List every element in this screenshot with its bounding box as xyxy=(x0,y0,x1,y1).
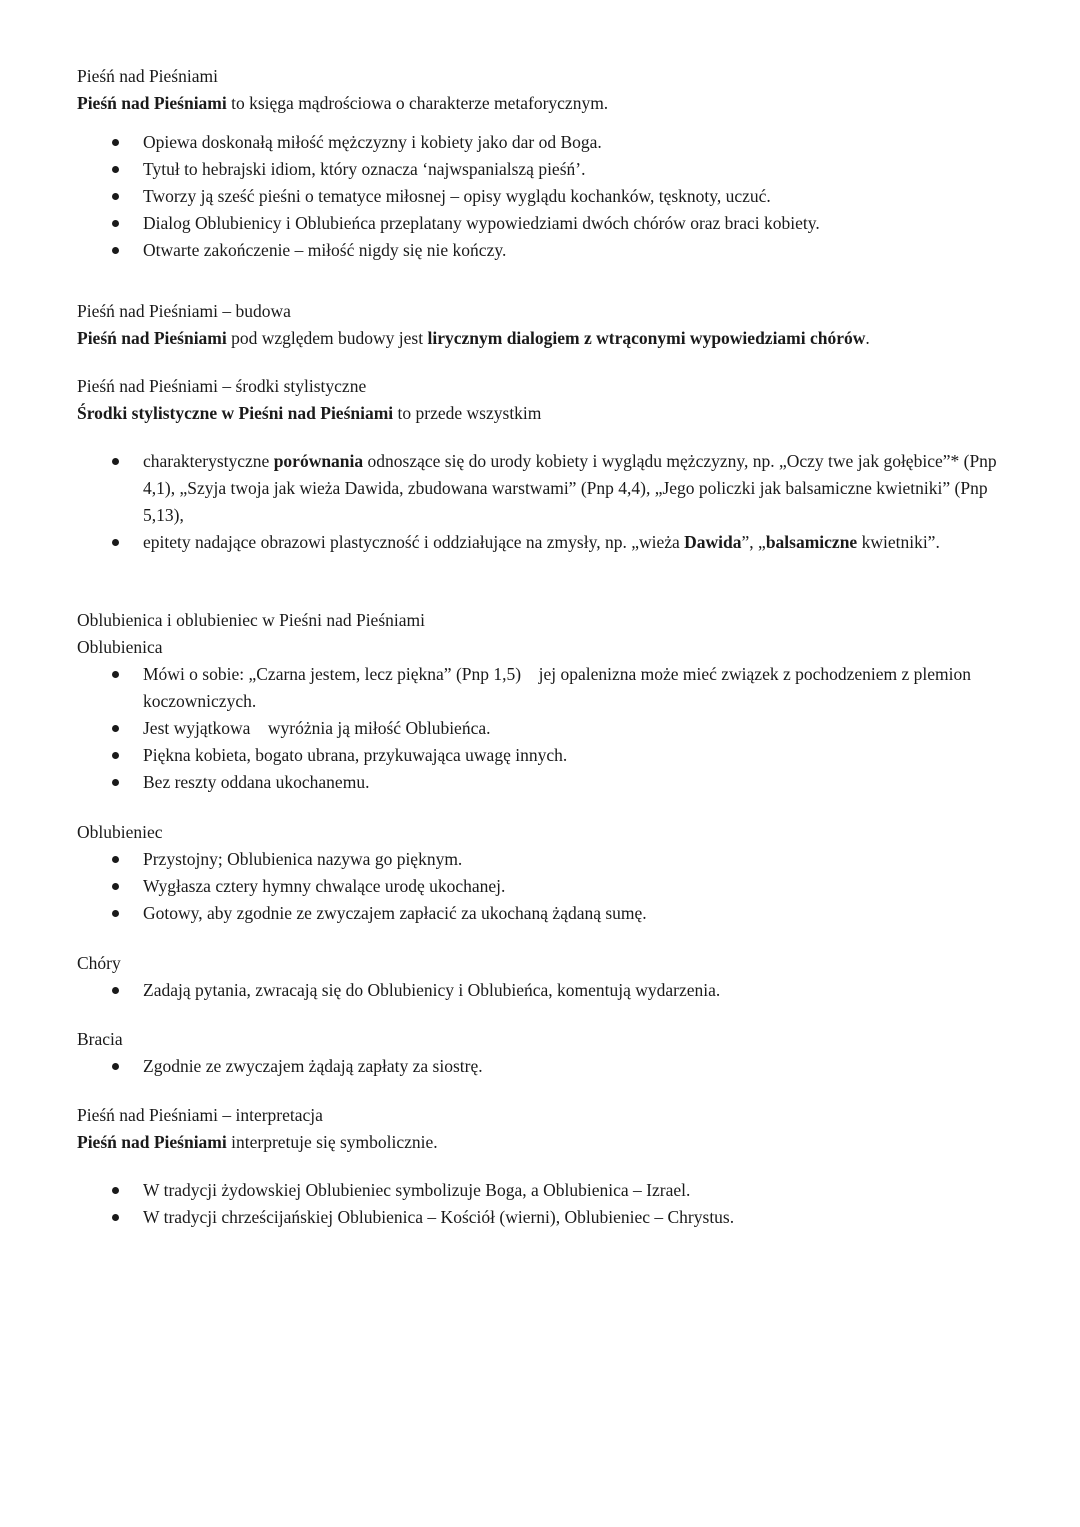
list-item: Opiewa doskonałą miłość mężczyzny i kobiety jako dar od Boga. xyxy=(77,129,1037,156)
lead-text: pod względem budowy jest xyxy=(226,328,428,348)
list-item: Jest wyjątkowa wyróżnia ją miłość Oblubieńca. xyxy=(77,715,1017,742)
subsection-heading: Chóry xyxy=(77,953,121,973)
lead-bold: Środki stylistyczne w Pieśni nad Pieśniami xyxy=(77,403,394,423)
list-item: Dialog Oblubienicy i Oblubieńca przeplatany wypowiedziami dwóch chórów oraz braci kobiety. xyxy=(77,210,1037,237)
lead-text: interpretuje się symbolicznie. xyxy=(226,1132,438,1152)
section-lead xyxy=(77,400,1037,427)
lead-bold: lirycznym dialogiem z wtrąconymi wypowiedziami chórów xyxy=(427,328,866,348)
lead-bold: Pieśń nad Pieśniami xyxy=(77,1132,227,1152)
section-interpretation xyxy=(77,1102,1037,1231)
section-lead xyxy=(77,90,1037,117)
item-text: epitety nadające obrazowi plastyczność i oddziałujące na zmysły, np. „wieża xyxy=(143,532,685,552)
list-item: Gotowy, aby zgodnie ze zwyczajem zapłacić za ukochaną żądaną sumę. xyxy=(77,900,1037,927)
bullet-list xyxy=(77,977,1037,1004)
item-text: ”, „ xyxy=(741,532,766,552)
section-lead xyxy=(77,325,1037,352)
item-text: kwietniki”. xyxy=(857,532,940,552)
bullet-list xyxy=(77,846,1037,927)
section-bride xyxy=(77,607,1037,796)
section-heading: Pieśń nad Pieśniami – środki stylistyczne xyxy=(77,376,367,396)
item-bold: balsamiczne xyxy=(765,532,858,552)
list-item: Przystojny; Oblubienica nazywa go pięknym. xyxy=(77,846,1037,873)
section-stylistic-devices xyxy=(77,373,1037,556)
lead-text: . xyxy=(865,328,870,348)
list-item: Otwarte zakończenie – miłość nigdy się nie kończy. xyxy=(77,237,1037,264)
list-item xyxy=(77,529,1012,556)
bullet-list xyxy=(77,1177,1037,1231)
item-bold: Dawida xyxy=(684,532,742,552)
section-heading: Oblubienica i oblubieniec w Pieśni nad Pieśniami xyxy=(77,610,425,630)
subsection-heading: Oblubieniec xyxy=(77,822,163,842)
section-choirs xyxy=(77,950,1037,1004)
bullet-list xyxy=(77,129,1037,264)
item-text: odnoszące się do urody kobiety i wyglądu mężczyzny, np. „Oczy twe jak gołębice”* (Pnp 4,1), „Szyja twoja jak wieża Dawida, zbudowana warstwami” (Pnp 4,4), „Jego policzki jak balsamiczne kwietniki” (Pnp 5,13), xyxy=(143,451,997,525)
list-item: Zgodnie ze zwyczajem żądają zapłaty za siostrę. xyxy=(77,1053,1037,1080)
section-intro xyxy=(77,63,1037,264)
section-heading: Pieśń nad Pieśniami xyxy=(77,66,218,86)
section-heading: Pieśń nad Pieśniami – budowa xyxy=(77,301,291,321)
list-item: W tradycji żydowskiej Oblubieniec symbolizuje Boga, a Oblubienica – Izrael. xyxy=(77,1177,1037,1204)
list-item: Piękna kobieta, bogato ubrana, przykuwająca uwagę innych. xyxy=(77,742,1017,769)
list-item: W tradycji chrześcijańskiej Oblubienica – Kościół (wierni), Oblubieniec – Chrystus. xyxy=(77,1204,1037,1231)
lead-bold: Pieśń nad Pieśniami xyxy=(77,328,227,348)
section-structure xyxy=(77,298,1037,352)
list-item: Mówi o sobie: „Czarna jestem, lecz piękna” (Pnp 1,5) jej opalenizna może mieć związek z pochodzeniem z plemion koczowniczych. xyxy=(77,661,1017,715)
item-bold: porównania xyxy=(273,451,364,471)
subsection-heading: Oblubienica xyxy=(77,637,163,657)
section-lead xyxy=(77,1129,1037,1156)
list-item: Tworzy ją sześć pieśni o tematyce miłosnej – opisy wyglądu kochanków, tęsknoty, uczuć. xyxy=(77,183,1037,210)
section-groom xyxy=(77,819,1037,927)
subsection-heading: Bracia xyxy=(77,1029,123,1049)
list-item: Wygłasza cztery hymny chwalące urodę ukochanej. xyxy=(77,873,1037,900)
item-text: charakterystyczne xyxy=(143,451,274,471)
list-item: Bez reszty oddana ukochanemu. xyxy=(77,769,1017,796)
list-item: Zadają pytania, zwracają się do Oblubienicy i Oblubieńca, komentują wydarzenia. xyxy=(77,977,1037,1004)
section-heading: Pieśń nad Pieśniami – interpretacja xyxy=(77,1105,323,1125)
bullet-list xyxy=(77,448,1012,556)
section-brothers xyxy=(77,1026,1037,1080)
lead-bold: Pieśń nad Pieśniami xyxy=(77,93,227,113)
lead-text: to księga mądrościowa o charakterze metaforycznym. xyxy=(226,93,609,113)
list-item: Tytuł to hebrajski idiom, który oznacza ‘najwspanialszą pieśń’. xyxy=(77,156,1037,183)
list-item xyxy=(77,448,1012,529)
bullet-list xyxy=(77,1053,1037,1080)
lead-text: to przede wszystkim xyxy=(393,403,542,423)
bullet-list xyxy=(77,661,1017,796)
